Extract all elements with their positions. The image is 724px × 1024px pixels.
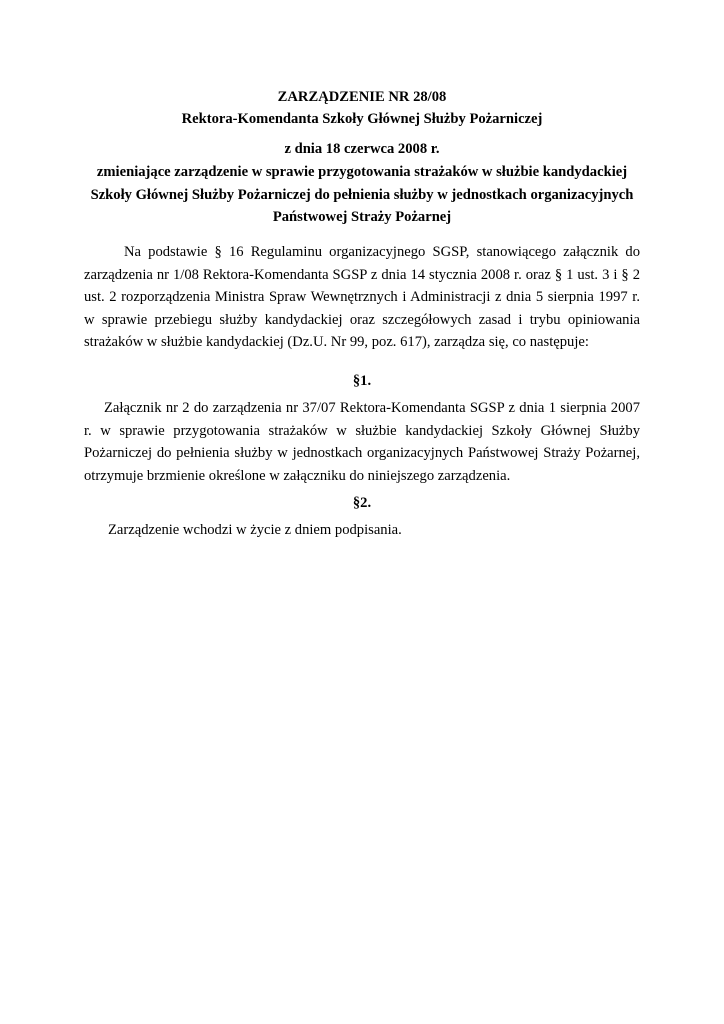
section-1-text: Załącznik nr 2 do zarządzenia nr 37/07 Rektora-Komendanta SGSP z dnia 1 sierpnia 2007 r. w sprawie przygotowania strażaków w służbie kandydackiej Szkoły Głównej Służby Pożarniczej do pełnienia służby w jednostkach organizacyjnych Państwowej Straży Pożarnej, otrzymuje brzmienie określone w załączniku do niniejszego zarządzenia. bbox=[84, 400, 640, 484]
document-date: z dnia 18 czerwca 2008 r. bbox=[284, 141, 440, 157]
section-2-mark: §2. bbox=[352, 495, 372, 511]
legal-basis-paragraph: Na podstawie § 16 Regulaminu organizacyjnego SGSP, stanowiącego załącznik do zarządzenia nr 1/08 Rektora-Komendanta SGSP z dnia 14 stycznia 2008 r. oraz § 1 ust. 3 i § 2 ust. 2 rozporządzenia Ministra Spraw Wewnętrznych i Administracji z dnia 5 sierpnia 1997 r. w sprawie przebiegu służby kandydackiej oraz szczegółowych zasad i trybu opiniowania strażaków w służbie kandydackiej (Dz.U. Nr 99, poz. 617), zarządza się, co następuje: bbox=[84, 244, 640, 350]
section-2-text: Zarządzenie wchodzi w życie z dniem podpisania. bbox=[108, 522, 402, 538]
document-title: ZARZĄDZENIE NR 28/08 bbox=[277, 89, 447, 105]
section-1-mark: §1. bbox=[352, 373, 372, 389]
document-subject: zmieniające zarządzenie w sprawie przygotowania strażaków w służbie kandydackiej Szkoły Głównej Służby Pożarniczej do pełnienia służby w jednostkach organizacyjnych Państwowej Straży Pożarnej bbox=[90, 164, 634, 225]
document-issuer: Rektora-Komendanta Szkoły Głównej Służby Pożarniczej bbox=[181, 111, 543, 127]
